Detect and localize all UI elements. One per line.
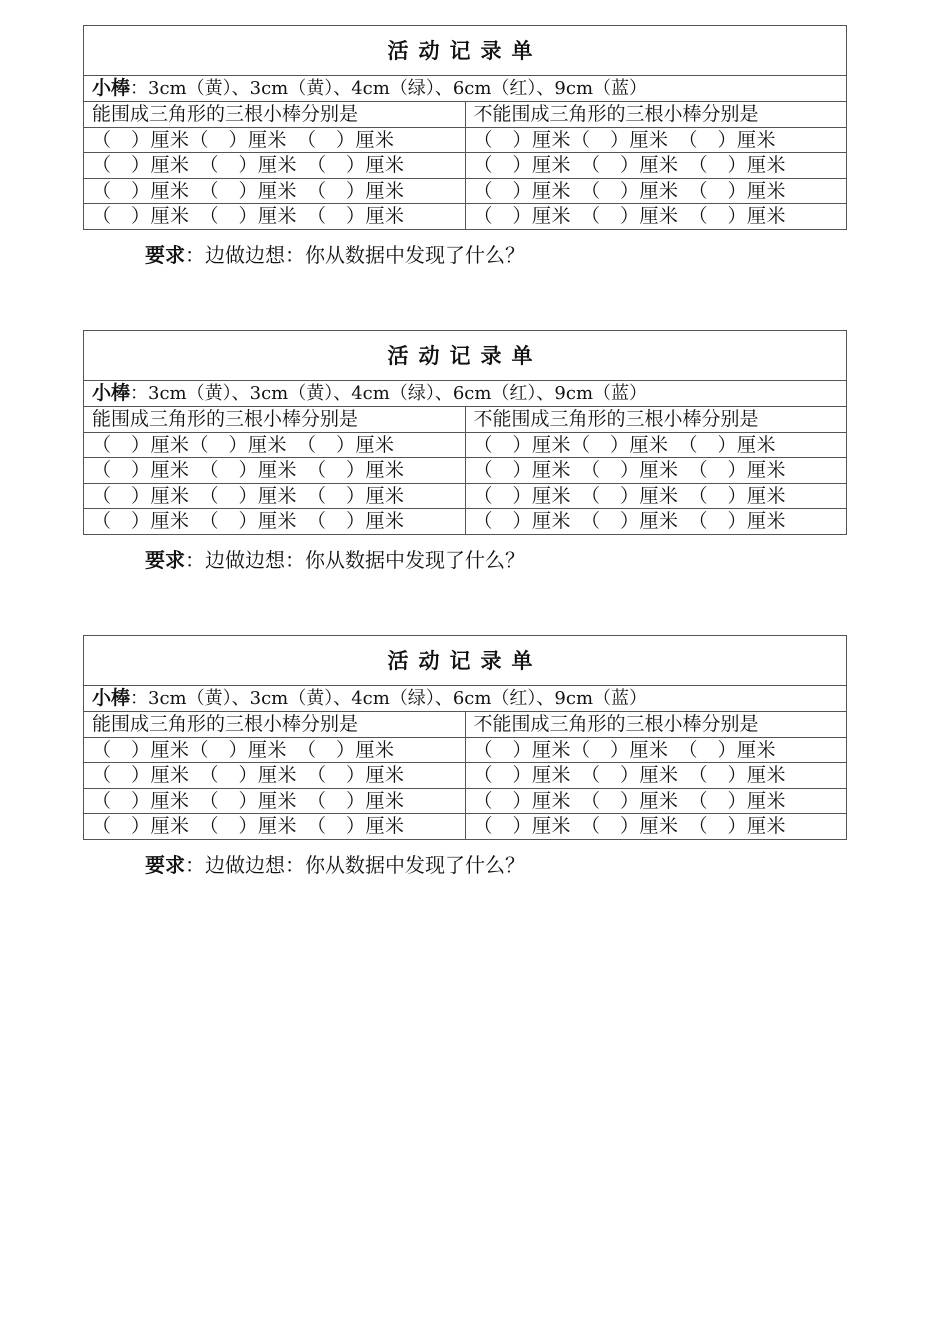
cannot-form-blank[interactable]: （ ）厘米（ ）厘米 （ ）厘米 <box>465 127 847 153</box>
activity-record-sheet-1 <box>83 25 847 270</box>
sticks-label: 小棒 <box>92 382 131 404</box>
can-form-blank[interactable]: （ ）厘米 （ ）厘米 （ ）厘米 <box>84 814 466 840</box>
sticks-row <box>84 381 847 407</box>
table-row <box>84 763 847 789</box>
requirement-label: 要求 <box>145 852 185 877</box>
record-table <box>83 330 847 535</box>
cannot-form-blank[interactable]: （ ）厘米 （ ）厘米 （ ）厘米 <box>465 763 847 789</box>
can-form-blank[interactable]: （ ）厘米 （ ）厘米 （ ）厘米 <box>84 483 466 509</box>
requirement-line <box>83 240 847 270</box>
table-row <box>84 458 847 484</box>
sticks-value: ：3cm（黄）、3cm（黄）、4cm（绿）、6cm（红）、9cm（蓝） <box>130 78 648 99</box>
cannot-form-blank[interactable]: （ ）厘米（ ）厘米 （ ）厘米 <box>465 737 847 763</box>
table-row <box>84 788 847 814</box>
requirement-line <box>83 545 847 575</box>
activity-record-sheet-3 <box>83 635 847 880</box>
can-form-triangle-header: 能围成三角形的三根小棒分别是 <box>84 407 466 433</box>
requirement-text: ：边做边想：你从数据中发现了什么？ <box>185 852 525 877</box>
cannot-form-blank[interactable]: （ ）厘米 （ ）厘米 （ ）厘米 <box>465 178 847 204</box>
cannot-form-blank[interactable]: （ ）厘米 （ ）厘米 （ ）厘米 <box>465 458 847 484</box>
cannot-form-triangle-header: 不能围成三角形的三根小棒分别是 <box>465 407 847 433</box>
record-table <box>83 635 847 840</box>
cannot-form-blank[interactable]: （ ）厘米（ ）厘米 （ ）厘米 <box>465 432 847 458</box>
can-form-blank[interactable]: （ ）厘米 （ ）厘米 （ ）厘米 <box>84 178 466 204</box>
requirement-label: 要求 <box>145 242 185 267</box>
sticks-value: ：3cm（黄）、3cm（黄）、4cm（绿）、6cm（红）、9cm（蓝） <box>130 688 648 709</box>
sheet-title: 活动记录单 <box>84 331 847 381</box>
activity-record-sheet-2 <box>83 330 847 575</box>
can-form-triangle-header: 能围成三角形的三根小棒分别是 <box>84 102 466 128</box>
table-row <box>84 432 847 458</box>
can-form-blank[interactable]: （ ）厘米（ ）厘米 （ ）厘米 <box>84 127 466 153</box>
requirement-text: ：边做边想：你从数据中发现了什么？ <box>185 547 525 572</box>
can-form-blank[interactable]: （ ）厘米 （ ）厘米 （ ）厘米 <box>84 204 466 230</box>
can-form-blank[interactable]: （ ）厘米 （ ）厘米 （ ）厘米 <box>84 509 466 535</box>
table-row <box>84 737 847 763</box>
cannot-form-blank[interactable]: （ ）厘米 （ ）厘米 （ ）厘米 <box>465 483 847 509</box>
table-row <box>84 153 847 179</box>
can-form-blank[interactable]: （ ）厘米 （ ）厘米 （ ）厘米 <box>84 788 466 814</box>
record-table <box>83 25 847 230</box>
sticks-row <box>84 76 847 102</box>
sticks-row <box>84 686 847 712</box>
cannot-form-blank[interactable]: （ ）厘米 （ ）厘米 （ ）厘米 <box>465 204 847 230</box>
table-row <box>84 483 847 509</box>
cannot-form-blank[interactable]: （ ）厘米 （ ）厘米 （ ）厘米 <box>465 814 847 840</box>
cannot-form-blank[interactable]: （ ）厘米 （ ）厘米 （ ）厘米 <box>465 153 847 179</box>
sticks-value: ：3cm（黄）、3cm（黄）、4cm（绿）、6cm（红）、9cm（蓝） <box>130 383 648 404</box>
cannot-form-triangle-header: 不能围成三角形的三根小棒分别是 <box>465 102 847 128</box>
sheet-title: 活动记录单 <box>84 636 847 686</box>
table-row <box>84 178 847 204</box>
table-row <box>84 127 847 153</box>
sticks-label: 小棒 <box>92 77 131 99</box>
cannot-form-blank[interactable]: （ ）厘米 （ ）厘米 （ ）厘米 <box>465 788 847 814</box>
cannot-form-blank[interactable]: （ ）厘米 （ ）厘米 （ ）厘米 <box>465 509 847 535</box>
can-form-triangle-header: 能围成三角形的三根小棒分别是 <box>84 712 466 738</box>
can-form-blank[interactable]: （ ）厘米（ ）厘米 （ ）厘米 <box>84 432 466 458</box>
can-form-blank[interactable]: （ ）厘米 （ ）厘米 （ ）厘米 <box>84 458 466 484</box>
requirement-line <box>83 850 847 880</box>
table-row <box>84 509 847 535</box>
sticks-label: 小棒 <box>92 687 131 709</box>
can-form-blank[interactable]: （ ）厘米 （ ）厘米 （ ）厘米 <box>84 763 466 789</box>
table-row <box>84 814 847 840</box>
requirement-label: 要求 <box>145 547 185 572</box>
sheet-title: 活动记录单 <box>84 26 847 76</box>
can-form-blank[interactable]: （ ）厘米（ ）厘米 （ ）厘米 <box>84 737 466 763</box>
cannot-form-triangle-header: 不能围成三角形的三根小棒分别是 <box>465 712 847 738</box>
table-row <box>84 204 847 230</box>
requirement-text: ：边做边想：你从数据中发现了什么？ <box>185 242 525 267</box>
can-form-blank[interactable]: （ ）厘米 （ ）厘米 （ ）厘米 <box>84 153 466 179</box>
